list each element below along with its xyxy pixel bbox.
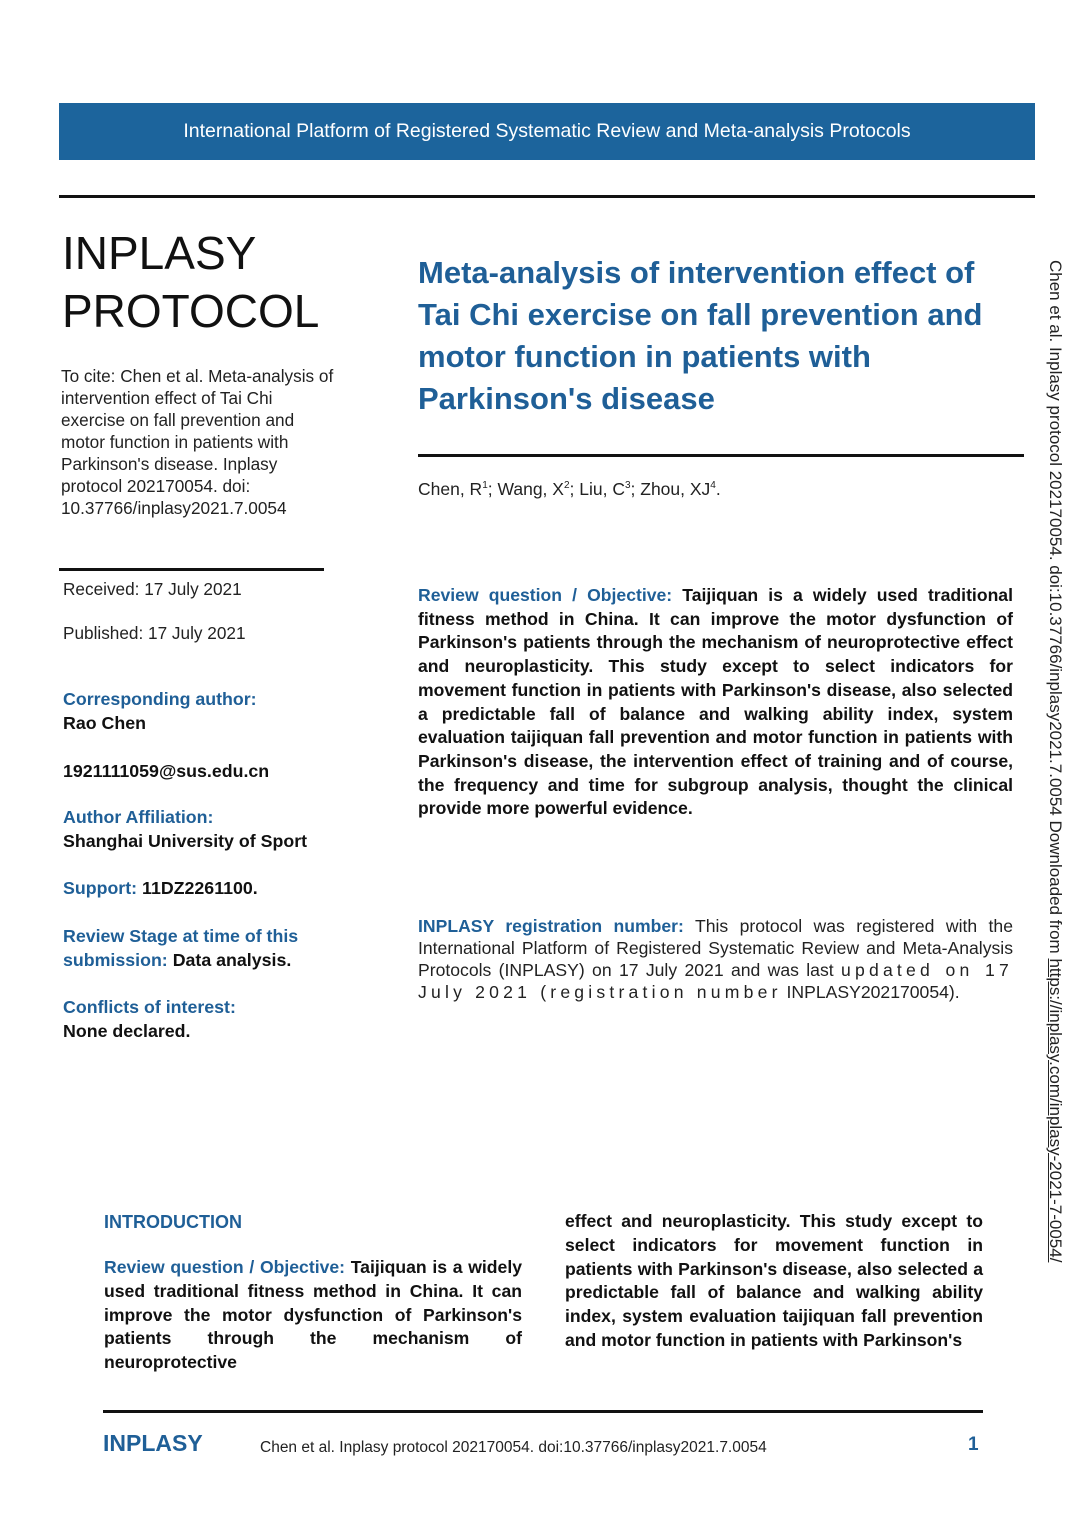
- intro-col1-text: Taijiquan is a widely used traditional fitness method in China. It can improve the motor dysfunction of Parkinson's patients through the mechanism of neuroprotective: [104, 1257, 523, 1373]
- brand-line-2: PROTOCOL: [62, 285, 320, 337]
- page-number: 1: [968, 1434, 979, 1455]
- registration-text-c: INPLASY202170054).: [786, 982, 960, 1002]
- brand-block: [62, 224, 319, 340]
- banner-text: International Platform of Registered Systematic Review and Meta-analysis Protocols: [183, 120, 911, 142]
- download-link[interactable]: https://inplasy.com/inplasy-2021-7-0054/: [1046, 958, 1065, 1263]
- author-2: ; Wang, X: [487, 479, 564, 499]
- top-rule: [59, 195, 1035, 198]
- intro-column-1: [104, 1256, 522, 1375]
- citation-text: To cite: Chen et al. Meta-analysis of intervention effect of Tai Chi exercise on fall prevention and motor function in patients with Parkinson's disease. Inplasy protocol 202170054. doi: 10.37766/inplasy2021.7.0054: [61, 366, 334, 518]
- registration-text-a: This protocol was registered with the International Platform of Registered Systematic Review and Meta-Analysis Protocols (INPLASY) on 17 July 2021 and was last: [418, 916, 1013, 980]
- support: [63, 877, 348, 901]
- intro-col2-text: effect and neuroplasticity. This study except to select indicators for movement function in patients with Parkinson's disease, also selected a predictable fall of balance and walking ability index, system evaluation taijiquan fall prevention and motor function in patients with Parkinson's: [565, 1211, 983, 1350]
- footer-brand: INPLASY: [103, 1430, 203, 1456]
- review-stage: [63, 925, 348, 972]
- support-label: Support:: [63, 878, 138, 898]
- brand-line-1: INPLASY: [62, 227, 257, 279]
- author-4: ; Zhou, XJ: [630, 479, 711, 499]
- introduction-heading: INTRODUCTION: [104, 1212, 242, 1232]
- corresponding-author: [63, 688, 348, 735]
- author-list-end: .: [715, 479, 721, 499]
- registration-note: [418, 915, 1013, 1003]
- author-1: Chen, R: [418, 479, 483, 499]
- registration-text-b: updated on 17 July 2021 (registration number: [418, 960, 1013, 1002]
- header-banner: [59, 103, 1035, 160]
- author-1-affil: 1: [482, 480, 488, 492]
- abstract-text: Taijiquan is a widely used traditional fitness method in China. It can improve the motor dysfunction of Parkinson's patients through the mechanism of neuroprotective effect and neuroplasticity. This study except to select indicators for movement function in patients with Parkinson's disease, also selected a predictable fall of balance and walking ability index, system evaluation taijiquan fall prevention and motor function in patients with Parkinson's disease, the intervention effect of training and of course, the frequency and time for subgroup analysis, thought the clinical provide more powerful evidence.: [418, 585, 1013, 819]
- abstract: [418, 584, 1013, 821]
- affiliation-value: Shanghai University of Sport: [63, 830, 308, 851]
- author-3: ; Liu, C: [569, 479, 625, 499]
- affiliation-label: Author Affiliation:: [63, 807, 214, 827]
- author-2-affil: 2: [563, 480, 570, 492]
- author-list: [418, 479, 721, 500]
- received-date: Received: 17 July 2021: [63, 579, 242, 599]
- cite-divider: [59, 568, 324, 571]
- abstract-label: Review question / Objective:: [418, 585, 673, 605]
- review-stage-label: Review Stage at time of this submission:: [63, 926, 299, 970]
- corresponding-label: Corresponding author:: [63, 689, 257, 709]
- conflicts-value: None declared.: [63, 1020, 191, 1041]
- registration-label: INPLASY registration number:: [418, 916, 684, 936]
- review-stage-value: Data analysis.: [172, 949, 292, 970]
- corresponding-name: Rao Chen: [63, 712, 146, 733]
- author-3-affil: 3: [624, 480, 631, 492]
- vertical-download-note: [1045, 260, 1065, 1360]
- intro-column-2: [565, 1210, 983, 1353]
- footer-rule: [103, 1410, 983, 1413]
- published-date: Published: 17 July 2021: [63, 623, 246, 643]
- footer-citation: Chen et al. Inplasy protocol 202170054. doi:10.37766/inplasy2021.7.0054: [260, 1439, 767, 1456]
- author-4-affil: 4: [710, 480, 716, 492]
- author-email[interactable]: 1921111059@sus.edu.cn: [63, 761, 270, 781]
- vertical-note-text: Chen et al. Inplasy protocol 202170054. doi:10.37766/inplasy2021.7.0054 Downloaded from: [1046, 260, 1065, 954]
- support-value: 11DZ2261100.: [142, 878, 258, 898]
- author-affiliation: [63, 806, 348, 853]
- paper-title: Meta-analysis of intervention effect of Tai Chi exercise on fall prevention and motor function in patients with Parkinson's disease: [418, 255, 983, 416]
- conflicts: [63, 996, 348, 1043]
- title-divider: [418, 454, 1024, 457]
- intro-label: Review question / Objective:: [104, 1257, 346, 1277]
- conflicts-label: Conflicts of interest:: [63, 997, 236, 1017]
